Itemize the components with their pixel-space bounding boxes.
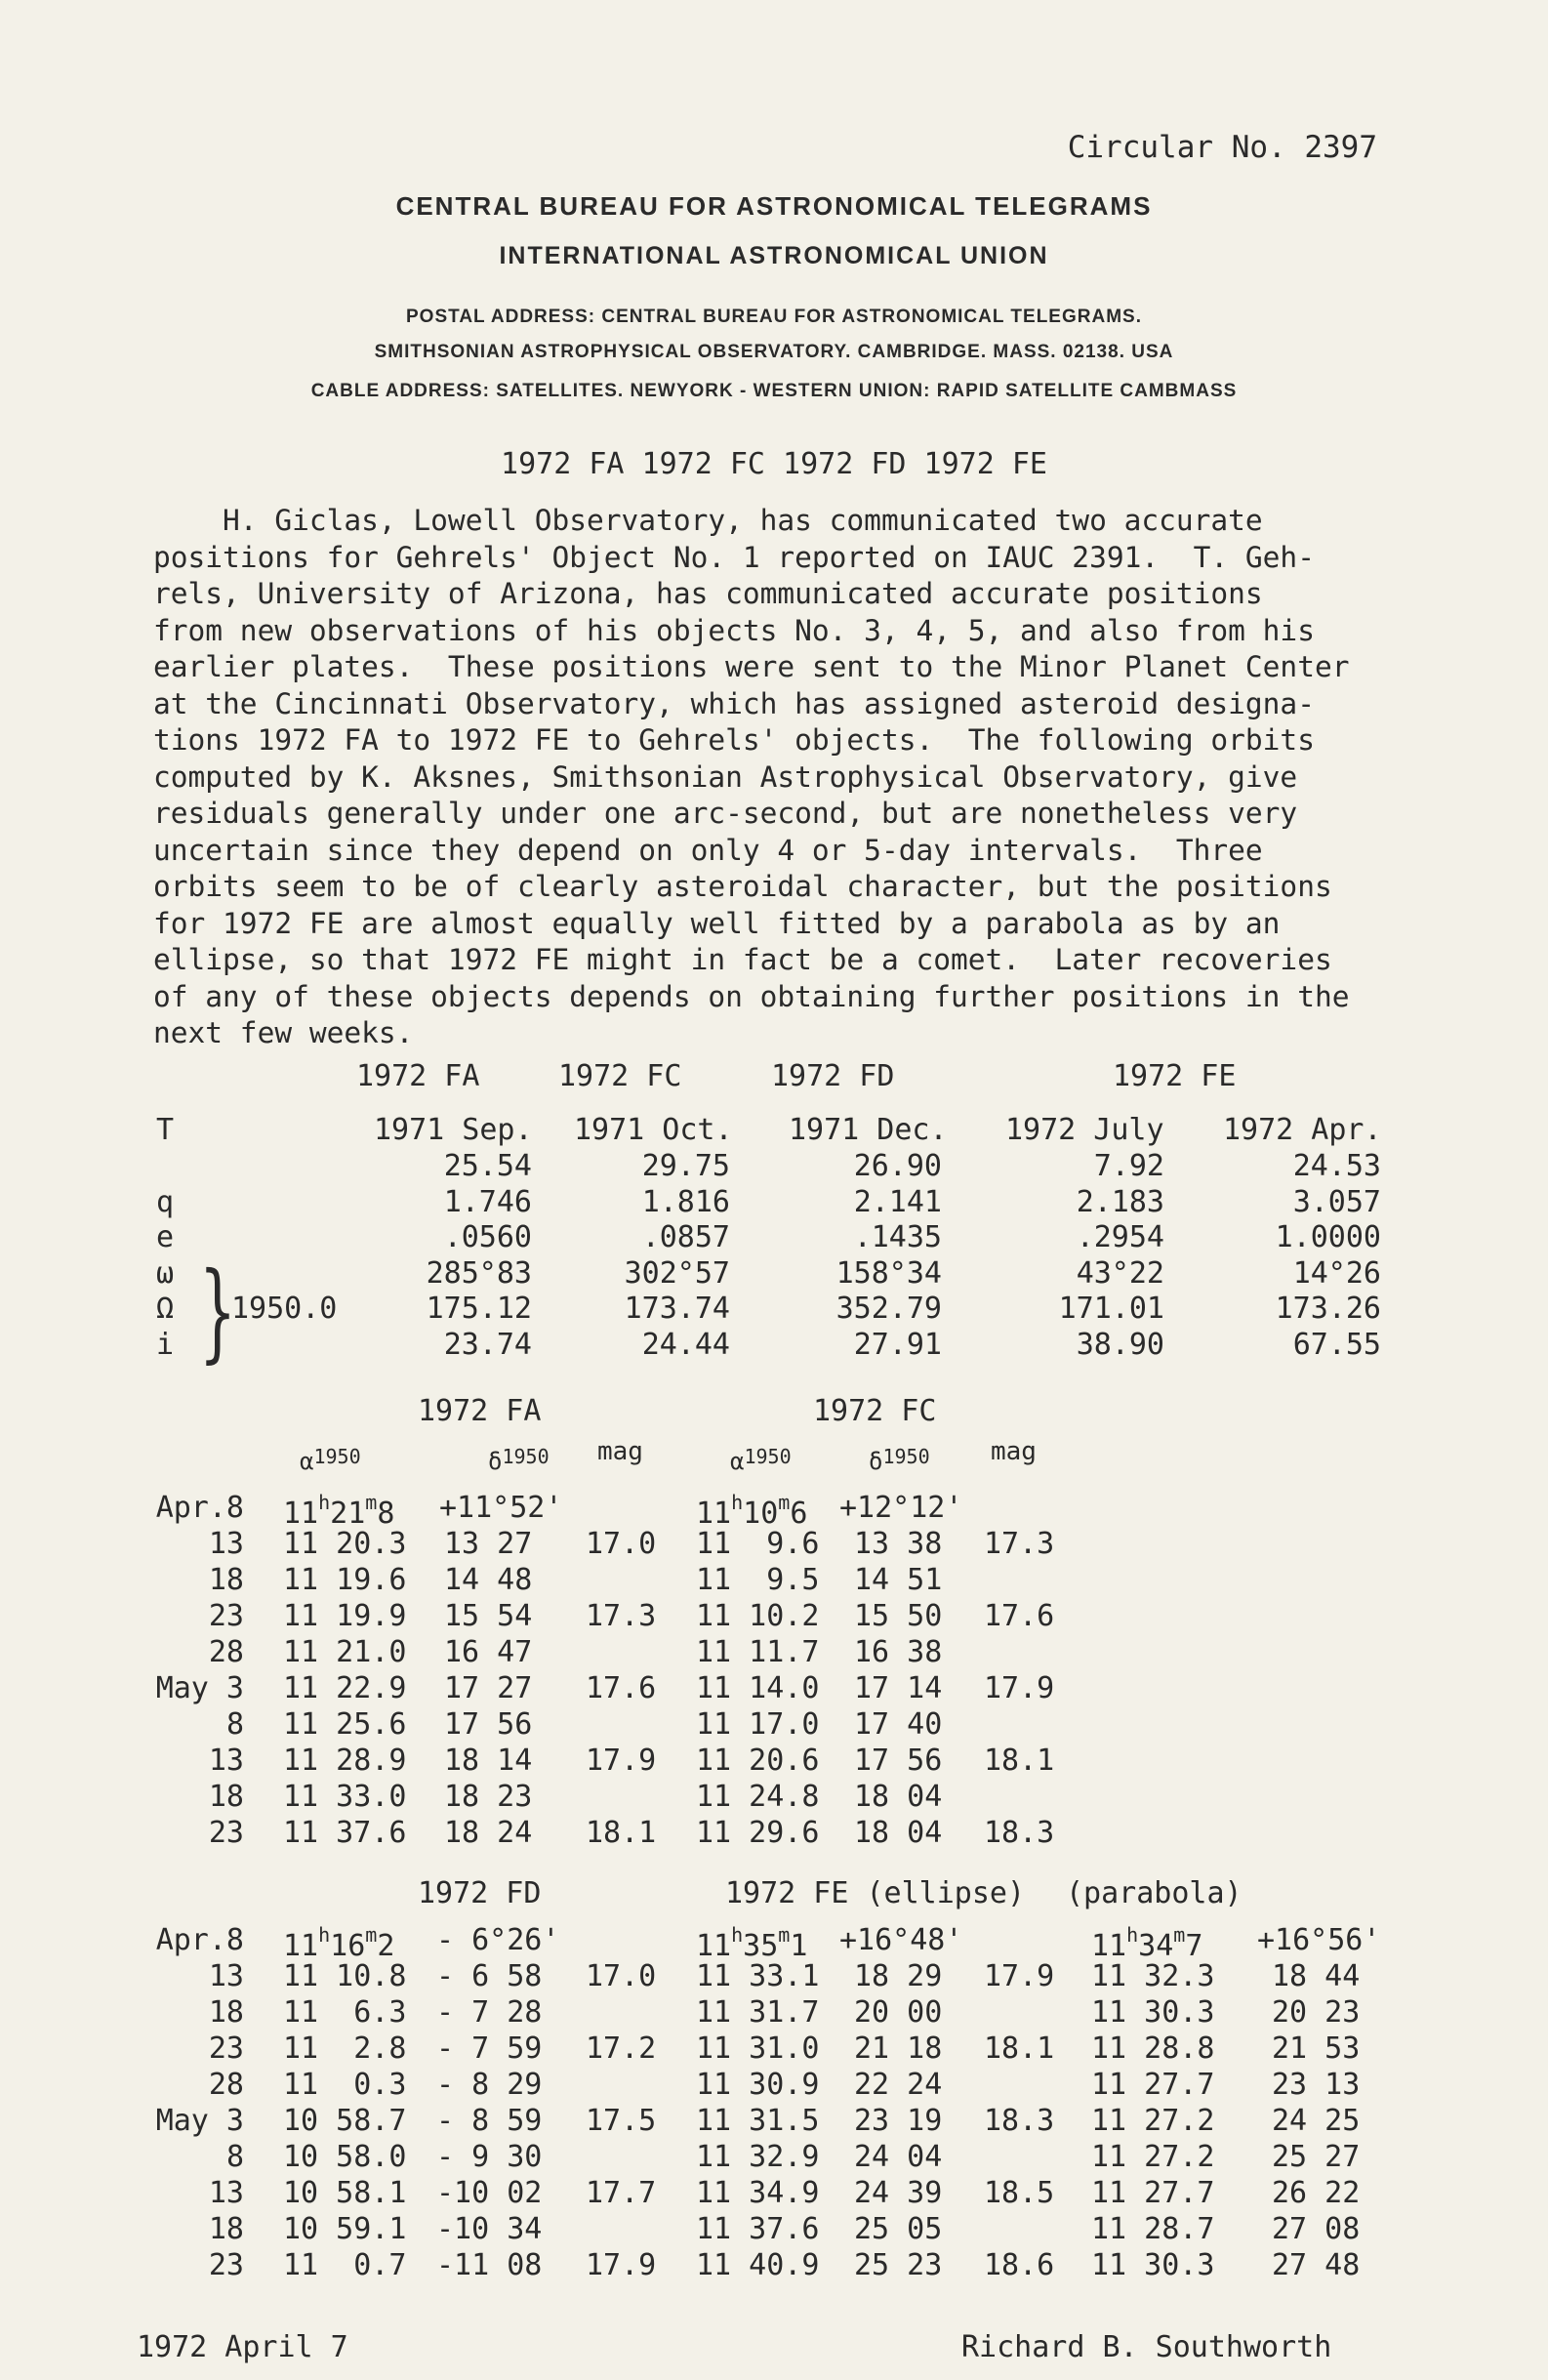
observatory-address: SMITHSONIAN ASTROPHYSICAL OBSERVATORY. CAMBRIDGE. MASS. 02138. USA: [374, 342, 1174, 362]
ra-value: 11 28.9: [283, 1744, 407, 1778]
dec-value: 18 14: [444, 1744, 533, 1778]
postal-address: POSTAL ADDRESS: CENTRAL BUREAU FOR ASTRONOMICAL TELEGRAMS.: [406, 307, 1142, 327]
mag-value: 17.0: [586, 1959, 657, 1993]
orbit-value: 29.75: [641, 1149, 730, 1183]
dec-value: 25 23: [854, 2248, 943, 2282]
signature: Richard B. Southworth: [961, 2330, 1332, 2364]
orbit-value: .1435: [853, 1220, 942, 1254]
ra-value: 11 40.9: [696, 2248, 820, 2282]
dec-value: 18 24: [444, 1816, 533, 1850]
dec-value: - 9 30: [436, 2140, 543, 2174]
mag-value: 17.6: [586, 1671, 657, 1705]
text-line: of any of these objects depends on obtaining further positions in the: [153, 979, 1350, 1013]
orbit-value: 26.90: [853, 1149, 942, 1183]
dec-value: -10 34: [436, 2212, 543, 2246]
orbit-value: 285°83: [426, 1256, 532, 1291]
ra-value: 11 33.1: [696, 1959, 820, 1993]
mag-value: 18.3: [984, 1816, 1055, 1850]
orbit-value: 171.01: [1058, 1292, 1164, 1326]
date-label: 18: [208, 1780, 244, 1814]
dec-value: - 6 58: [436, 1959, 543, 1993]
equinox-brace: }: [198, 1249, 237, 1374]
mag-value: 18.5: [984, 2176, 1055, 2210]
ra-value: 11 37.6: [283, 1816, 407, 1850]
dec-value: +11°52': [439, 1491, 563, 1525]
dec-value: 13 38: [854, 1527, 943, 1561]
mag-value: 18.1: [586, 1816, 657, 1850]
dec-value: 18 29: [854, 1959, 943, 1993]
orbit-value: 1.746: [443, 1185, 532, 1219]
dec-value: 21 18: [854, 2031, 943, 2066]
mag-value: 17.0: [586, 1527, 657, 1561]
orbit-row-label: ω: [156, 1256, 175, 1291]
ra-value: 11$^h$10$^m$6: [696, 1491, 808, 1531]
orbit-value: 1971 Sep.: [374, 1113, 533, 1147]
dec-value: 15 50: [854, 1599, 943, 1633]
orbit-row-label: T: [156, 1113, 175, 1147]
ra-value: 11 9.6: [696, 1527, 820, 1561]
orbit-value: 175.12: [426, 1292, 532, 1326]
date-label: May 3: [155, 1671, 244, 1705]
dec-value: -11 08: [436, 2248, 543, 2282]
orbit-value: 14°26: [1292, 1256, 1381, 1291]
ra-value: 11 6.3: [283, 1995, 407, 2030]
mag-value: 18.1: [984, 1744, 1055, 1778]
eph-title: 1972 FE (ellipse): [725, 1876, 1026, 1910]
dec-value: 14 48: [444, 1563, 533, 1597]
dec-value: 17 56: [444, 1707, 533, 1742]
orbit-value: 24.53: [1292, 1149, 1381, 1183]
orbit-row-label: Ω: [156, 1292, 175, 1326]
dec-value: 18 23: [444, 1780, 533, 1814]
orbit-value: 2.141: [853, 1185, 942, 1219]
coordinate-header: $\delta^{1950}$: [869, 1445, 930, 1475]
ra-value: 11 14.0: [696, 1671, 820, 1705]
ra-value: 11 20.3: [283, 1527, 407, 1561]
date-label: 8: [225, 1707, 244, 1742]
date-label: Apr.8: [155, 1923, 244, 1957]
orbit-value: 3.057: [1292, 1185, 1381, 1219]
mag-value: 17.3: [984, 1527, 1055, 1561]
mag-value: 17.9: [586, 2248, 657, 2282]
ra-value: 11 0.7: [283, 2248, 407, 2282]
date-label: 28: [208, 2068, 244, 2102]
ra-value: 11 10.2: [696, 1599, 820, 1633]
announcement-text: [153, 503, 1349, 1052]
dec-value: 20 00: [854, 1995, 943, 2030]
orbit-value: 25.54: [443, 1149, 532, 1183]
orbit-value: 38.90: [1076, 1328, 1164, 1362]
ra-value: 11 34.9: [696, 2176, 820, 2210]
date-label: 13: [208, 1527, 244, 1561]
equinox-label: 1950.0: [231, 1292, 338, 1326]
ra-value: 11 27.7: [1091, 2176, 1215, 2210]
date-label: 18: [208, 1995, 244, 2030]
ra-value: 11 21.0: [283, 1635, 407, 1669]
dec-value: 22 24: [854, 2068, 943, 2102]
date-label: 13: [208, 1959, 244, 1993]
text-line: next few weeks.: [153, 1016, 414, 1049]
eph-title: 1972 FC: [813, 1394, 937, 1428]
eph-title: (parabola): [1066, 1876, 1242, 1910]
dec-value: +16°48': [839, 1923, 963, 1957]
orbit-value: 43°22: [1076, 1256, 1164, 1291]
dec-value: 13 27: [444, 1527, 533, 1561]
dec-value: 18 44: [1272, 1959, 1361, 1993]
text-line: H. Giclas, Lowell Observatory, has communicated two accurate: [153, 504, 1263, 537]
dec-value: 14 51: [854, 1563, 943, 1597]
ra-value: 11 30.3: [1091, 2248, 1215, 2282]
dec-value: 18 04: [854, 1780, 943, 1814]
coordinate-header: $\delta^{1950}$: [488, 1445, 550, 1475]
mag-header: mag: [597, 1437, 643, 1466]
text-line: tions 1972 FA to 1972 FE to Gehrels' objects. The following orbits: [153, 723, 1315, 757]
dec-value: 26 22: [1272, 2176, 1361, 2210]
ra-value: 11$^h$34$^m$7: [1091, 1923, 1203, 1963]
dec-value: 23 19: [854, 2104, 943, 2138]
dec-value: 27 48: [1272, 2248, 1361, 2282]
ra-value: 11 19.6: [283, 1563, 407, 1597]
text-line: rels, University of Arizona, has communicated accurate positions: [153, 577, 1263, 610]
date-label: 23: [208, 1816, 244, 1850]
dec-value: 18 04: [854, 1816, 943, 1850]
mag-value: 17.9: [586, 1744, 657, 1778]
ra-value: 10 58.7: [283, 2104, 407, 2138]
orbit-value: 23.74: [443, 1328, 532, 1362]
orbit-value: 1971 Oct.: [574, 1113, 733, 1147]
dec-value: 25 05: [854, 2212, 943, 2246]
orbit-value: 1.816: [641, 1185, 730, 1219]
date-label: 13: [208, 1744, 244, 1778]
orbit-value: 7.92: [1093, 1149, 1164, 1183]
text-line: from new observations of his objects No. 3, 4, 5, and also from his: [153, 613, 1315, 647]
dec-value: - 8 59: [436, 2104, 543, 2138]
ra-value: 11 28.8: [1091, 2031, 1215, 2066]
dec-value: 17 56: [854, 1744, 943, 1778]
orbit-value: 158°34: [835, 1256, 942, 1291]
dec-value: 23 13: [1272, 2068, 1361, 2102]
ra-value: 11 31.7: [696, 1995, 820, 2030]
orbit-value: 2.183: [1076, 1185, 1164, 1219]
dec-value: 16 38: [854, 1635, 943, 1669]
orbit-value: 352.79: [835, 1292, 942, 1326]
mag-value: 18.1: [984, 2031, 1055, 2066]
orbit-value: 302°57: [624, 1256, 730, 1291]
ra-value: 11 0.3: [283, 2068, 407, 2102]
orbit-row-label: i: [156, 1328, 175, 1362]
ra-value: 11 27.2: [1091, 2140, 1215, 2174]
ra-value: 11 20.6: [696, 1744, 820, 1778]
ra-value: 11 30.9: [696, 2068, 820, 2102]
eph-title: 1972 FA: [418, 1394, 542, 1428]
text-line: orbits seem to be of clearly asteroidal character, but the positions: [153, 870, 1332, 903]
dec-value: 25 27: [1272, 2140, 1361, 2174]
dec-value: 24 04: [854, 2140, 943, 2174]
circular-date: 1972 April 7: [137, 2330, 348, 2364]
text-line: ellipse, so that 1972 FE might in fact be a comet. Later recoveries: [153, 943, 1332, 976]
ra-value: 11$^h$16$^m$2: [283, 1923, 395, 1963]
mag-value: 17.3: [586, 1599, 657, 1633]
orbit-row-label: e: [156, 1220, 175, 1254]
date-label: 23: [208, 2248, 244, 2282]
ra-value: 11 32.9: [696, 2140, 820, 2174]
orbit-header: 1972 FA: [356, 1059, 480, 1093]
ra-value: 10 58.1: [283, 2176, 407, 2210]
circular-number: Circular No. 2397: [1067, 130, 1377, 165]
dec-value: 15 54: [444, 1599, 533, 1633]
orbit-value: 173.74: [624, 1292, 730, 1326]
mag-value: 18.6: [984, 2248, 1055, 2282]
mag-value: 18.3: [984, 2104, 1055, 2138]
ra-value: 11 2.8: [283, 2031, 407, 2066]
orbit-value: 173.26: [1275, 1292, 1381, 1326]
mag-value: 17.7: [586, 2176, 657, 2210]
bureau-title: CENTRAL BUREAU FOR ASTRONOMICAL TELEGRAMS: [395, 191, 1153, 221]
mag-value: 17.9: [984, 1959, 1055, 1993]
mag-value: 17.2: [586, 2031, 657, 2066]
orbit-value: 1971 Dec.: [789, 1113, 948, 1147]
ra-value: 11 31.5: [696, 2104, 820, 2138]
ra-value: 11$^h$21$^m$8: [283, 1491, 395, 1531]
dec-value: 27 08: [1272, 2212, 1361, 2246]
cable-address: CABLE ADDRESS: SATELLITES. NEWYORK - WESTERN UNION: RAPID SATELLITE CAMBMASS: [310, 381, 1238, 401]
orbit-value: .2954: [1076, 1220, 1164, 1254]
dec-value: - 8 29: [436, 2068, 543, 2102]
dec-value: 24 39: [854, 2176, 943, 2210]
orbit-row-label: q: [156, 1185, 175, 1219]
ra-value: 11 31.0: [696, 2031, 820, 2066]
text-line: computed by K. Aksnes, Smithsonian Astrophysical Observatory, give: [153, 759, 1298, 794]
date-label: 8: [225, 2140, 244, 2174]
ra-value: 11 19.9: [283, 1599, 407, 1633]
mag-value: 17.5: [586, 2104, 657, 2138]
ra-value: 11 17.0: [696, 1707, 820, 1742]
date-label: May 3: [155, 2104, 244, 2138]
date-label: 28: [208, 1635, 244, 1669]
dec-value: 17 27: [444, 1671, 533, 1705]
dec-value: - 7 28: [436, 1995, 543, 2030]
ra-value: 11 24.8: [696, 1780, 820, 1814]
text-line: earlier plates. These positions were sent to the Minor Planet Center: [153, 650, 1350, 683]
dec-value: - 7 59: [436, 2031, 543, 2066]
orbit-value: 1972 Apr.: [1223, 1113, 1382, 1147]
ra-value: 11 33.0: [283, 1780, 407, 1814]
mag-header: mag: [991, 1437, 1037, 1466]
ra-value: 11 29.6: [696, 1816, 820, 1850]
ra-value: 11 37.6: [696, 2212, 820, 2246]
dec-value: 24 25: [1272, 2104, 1361, 2138]
orbit-header: 1972 FE: [1113, 1059, 1237, 1093]
ra-value: 11 22.9: [283, 1671, 407, 1705]
dec-value: - 6°26': [436, 1923, 560, 1957]
orbit-value: 67.55: [1292, 1328, 1381, 1362]
ra-value: 11$^h$35$^m$1: [696, 1923, 808, 1963]
mag-value: 17.6: [984, 1599, 1055, 1633]
ra-value: 11 25.6: [283, 1707, 407, 1742]
date-label: 23: [208, 1599, 244, 1633]
dec-value: +16°56': [1257, 1923, 1381, 1957]
coordinate-header: $\alpha^{1950}$: [730, 1445, 792, 1475]
orbit-value: 27.91: [853, 1328, 942, 1362]
ra-value: 10 58.0: [283, 2140, 407, 2174]
orbit-value: 1.0000: [1275, 1220, 1381, 1254]
dec-value: 16 47: [444, 1635, 533, 1669]
dec-value: 20 23: [1272, 1995, 1361, 2030]
orbit-header: 1972 FD: [771, 1059, 895, 1093]
designations-heading: 1972 FA 1972 FC 1972 FD 1972 FE: [501, 447, 1047, 481]
eph-title: 1972 FD: [418, 1876, 542, 1910]
ra-value: 11 32.3: [1091, 1959, 1215, 1993]
union-title: INTERNATIONAL ASTRONOMICAL UNION: [499, 242, 1049, 269]
text-line: residuals generally under one arc-second, but are nonetheless very: [153, 797, 1298, 830]
date-label: 18: [208, 1563, 244, 1597]
ra-value: 10 59.1: [283, 2212, 407, 2246]
orbit-value: 24.44: [641, 1328, 730, 1362]
ra-value: 11 30.3: [1091, 1995, 1215, 2030]
text-line: for 1972 FE are almost equally well fitted by a parabola as by an: [153, 906, 1281, 940]
coordinate-header: $\alpha^{1950}$: [300, 1445, 361, 1475]
text-line: at the Cincinnati Observatory, which has assigned asteroid designa-: [153, 686, 1315, 720]
dec-value: 21 53: [1272, 2031, 1361, 2066]
orbit-value: .0560: [443, 1220, 532, 1254]
dec-value: 17 40: [854, 1707, 943, 1742]
ra-value: 11 27.7: [1091, 2068, 1215, 2102]
date-label: 13: [208, 2176, 244, 2210]
date-label: 18: [208, 2212, 244, 2246]
dec-value: -10 02: [436, 2176, 543, 2210]
date-label: Apr.8: [155, 1491, 244, 1525]
text-line: positions for Gehrels' Object No. 1 reported on IAUC 2391. T. Geh-: [153, 540, 1315, 574]
dec-value: 17 14: [854, 1671, 943, 1705]
orbit-value: 1972 July: [1005, 1113, 1164, 1147]
mag-value: 17.9: [984, 1671, 1055, 1705]
ra-value: 11 10.8: [283, 1959, 407, 1993]
ra-value: 11 28.7: [1091, 2212, 1215, 2246]
ra-value: 11 11.7: [696, 1635, 820, 1669]
text-line: uncertain since they depend on only 4 or 5-day intervals. Three: [153, 833, 1263, 867]
date-label: 23: [208, 2031, 244, 2066]
ra-value: 11 27.2: [1091, 2104, 1215, 2138]
dec-value: +12°12': [839, 1491, 963, 1525]
orbit-value: .0857: [641, 1220, 730, 1254]
orbit-header: 1972 FC: [558, 1059, 682, 1093]
ra-value: 11 9.5: [696, 1563, 820, 1597]
